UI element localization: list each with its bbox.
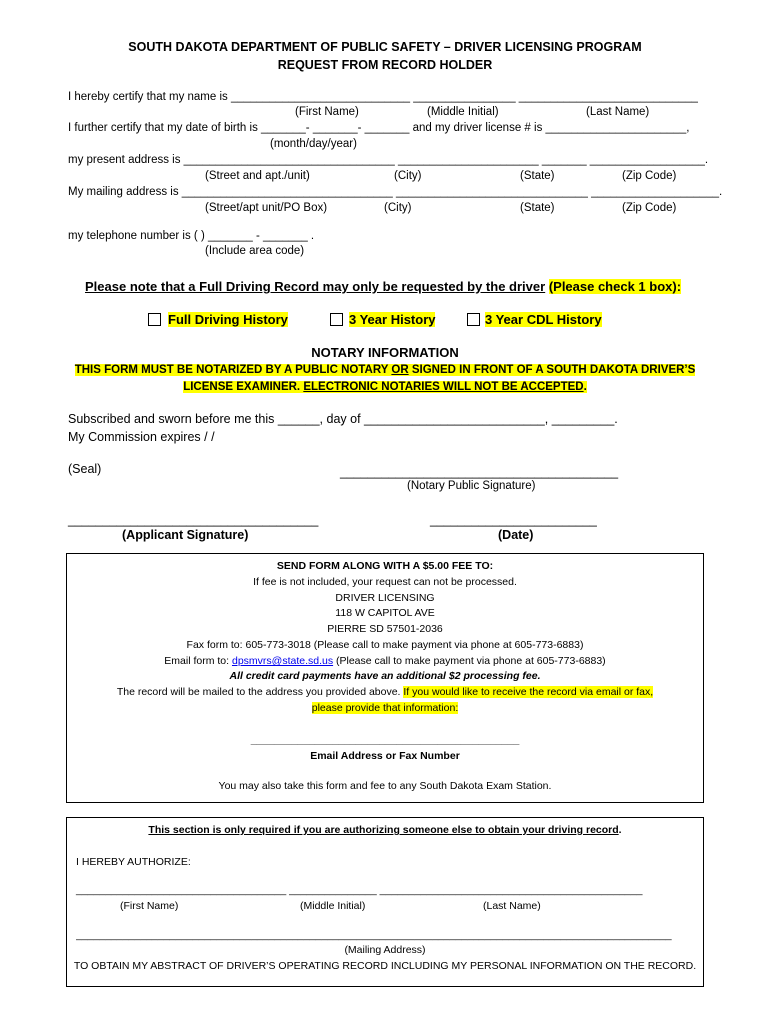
date-line[interactable]: ________________________ — [430, 513, 597, 527]
cdl-history-checkbox[interactable] — [467, 313, 480, 326]
email-fax-caption: Email Address or Fax Number — [310, 750, 460, 762]
check-one-box-text: (Please check 1 box): — [548, 279, 682, 294]
phone-line[interactable]: my telephone number is ( ) _______ - _______ . — [68, 230, 315, 242]
phone-caption: (Include area code) — [205, 245, 305, 257]
present-address-line[interactable]: my present address is _________________________________ ______________________ _______ __________________. — [68, 154, 709, 166]
mailing-address-line[interactable]: My mailing address is _________________________________ ______________________________ ____________________. — [68, 186, 723, 198]
notary-warning-line1: THIS FORM MUST BE NOTARIZED BY A PUBLIC NOTARY OR SIGNED IN FRONT OF A SOUTH DAKOTA DRIVER’S — [74, 364, 696, 376]
notary-warning-line2: LICENSE EXAMINER. ELECTRONIC NOTARIES WILL NOT BE ACCEPTED. — [183, 381, 587, 393]
driver-note — [85, 279, 681, 294]
middle-initial-caption: (Middle Initial) — [427, 106, 499, 118]
name-line[interactable]: I hereby certify that my name is ____________________________ ________________ ____________________________ — [68, 91, 698, 103]
mail-zip-caption: (Zip Code) — [622, 202, 677, 214]
authorized-first-caption: (First Name) — [120, 900, 179, 912]
address-line2: 118 W CAPITOL AVE — [335, 607, 435, 619]
street-caption: (Street and apt./unit) — [205, 170, 310, 182]
seal-label: (Seal) — [68, 462, 102, 476]
zip-caption: (Zip Code) — [622, 170, 677, 182]
credit-card-note: All credit card payments have an additional $2 processing fee. — [229, 670, 541, 682]
authorized-middle-caption: (Middle Initial) — [300, 900, 366, 912]
mailed-text-2: please provide that information: — [311, 702, 459, 714]
fax-text: Fax form to: 605-773-3018 (Please call to make payment via phone at 605-773-6883) — [186, 639, 584, 651]
city-caption: (City) — [394, 170, 422, 182]
dob-caption: (month/day/year) — [270, 138, 357, 150]
cdl-history-label: 3 Year CDL History — [485, 312, 602, 327]
hereby-authorize: I HEREBY AUTHORIZE: — [76, 856, 191, 868]
full-history-label: Full Driving History — [168, 312, 288, 327]
fee-heading: SEND FORM ALONG WITH A $5.00 FEE TO: — [276, 560, 494, 572]
date-caption: (Date) — [498, 528, 534, 542]
mail-city-caption: (City) — [384, 202, 412, 214]
authorized-mailing-caption: (Mailing Address) — [344, 944, 426, 956]
form-subtitle: REQUEST FROM RECORD HOLDER — [277, 58, 493, 72]
three-year-label: 3 Year History — [349, 312, 436, 327]
commission-line[interactable]: My Commission expires / / — [68, 430, 215, 444]
email-fax-line[interactable]: ______________________________________________ — [250, 734, 520, 746]
full-history-checkbox[interactable] — [148, 313, 161, 326]
obtain-abstract-text: TO OBTAIN MY ABSTRACT OF DRIVER’S OPERATING RECORD INCLUDING MY PERSONAL INFORMATION ON THE RECORD. — [73, 960, 697, 972]
applicant-signature-line[interactable]: ____________________________________ — [68, 513, 319, 527]
sworn-line[interactable]: Subscribed and sworn before me this ______, day of __________________________, _________. — [68, 412, 618, 426]
email-text: Email form to: dpsmvrs@state.sd.us (Please call to make payment via phone at 605-773-6883) — [164, 655, 606, 667]
form-title: SOUTH DAKOTA DEPARTMENT OF PUBLIC SAFETY – DRIVER LICENSING PROGRAM — [128, 40, 642, 54]
authorized-mailing-line[interactable]: ______________________________________________________________________________________________________ — [76, 929, 672, 941]
address-line3: PIERRE SD 57501-2036 — [327, 623, 443, 635]
mailed-text: The record will be mailed to the address you provided above. If you would like to receive the record via email or fax, — [116, 686, 654, 698]
mail-state-caption: (State) — [520, 202, 555, 214]
applicant-signature-caption: (Applicant Signature) — [122, 528, 249, 542]
no-fee-text: If fee is not included, your request can not be processed. — [253, 576, 517, 588]
dob-license-line[interactable]: I further certify that my date of birth is _______- _______- _______ and my driver license # is ______________________, — [68, 122, 690, 134]
authorize-heading: This section is only required if you are authorizing someone else to obtain your driving record. — [148, 824, 622, 836]
address-line1: DRIVER LICENSING — [335, 592, 435, 604]
notary-heading: NOTARY INFORMATION — [311, 345, 459, 360]
three-year-checkbox[interactable] — [330, 313, 343, 326]
authorized-names-line[interactable]: ____________________________________ _______________ _____________________________________________ — [76, 884, 643, 896]
last-name-caption: (Last Name) — [586, 106, 650, 118]
exam-station-text: You may also take this form and fee to any South Dakota Exam Station. — [218, 780, 552, 792]
notary-signature-caption: (Notary Public Signature) — [407, 480, 536, 492]
first-name-caption: (First Name) — [295, 106, 359, 118]
email-link[interactable]: dpsmvrs@state.sd.us — [231, 655, 334, 667]
state-caption: (State) — [520, 170, 555, 182]
notary-signature-line[interactable]: ________________________________________ — [340, 465, 619, 479]
mail-street-caption: (Street/apt unit/PO Box) — [205, 202, 328, 214]
authorized-last-caption: (Last Name) — [483, 900, 541, 912]
driver-note-text: Please note that a Full Driving Record may only be requested by the driver — [85, 279, 546, 294]
